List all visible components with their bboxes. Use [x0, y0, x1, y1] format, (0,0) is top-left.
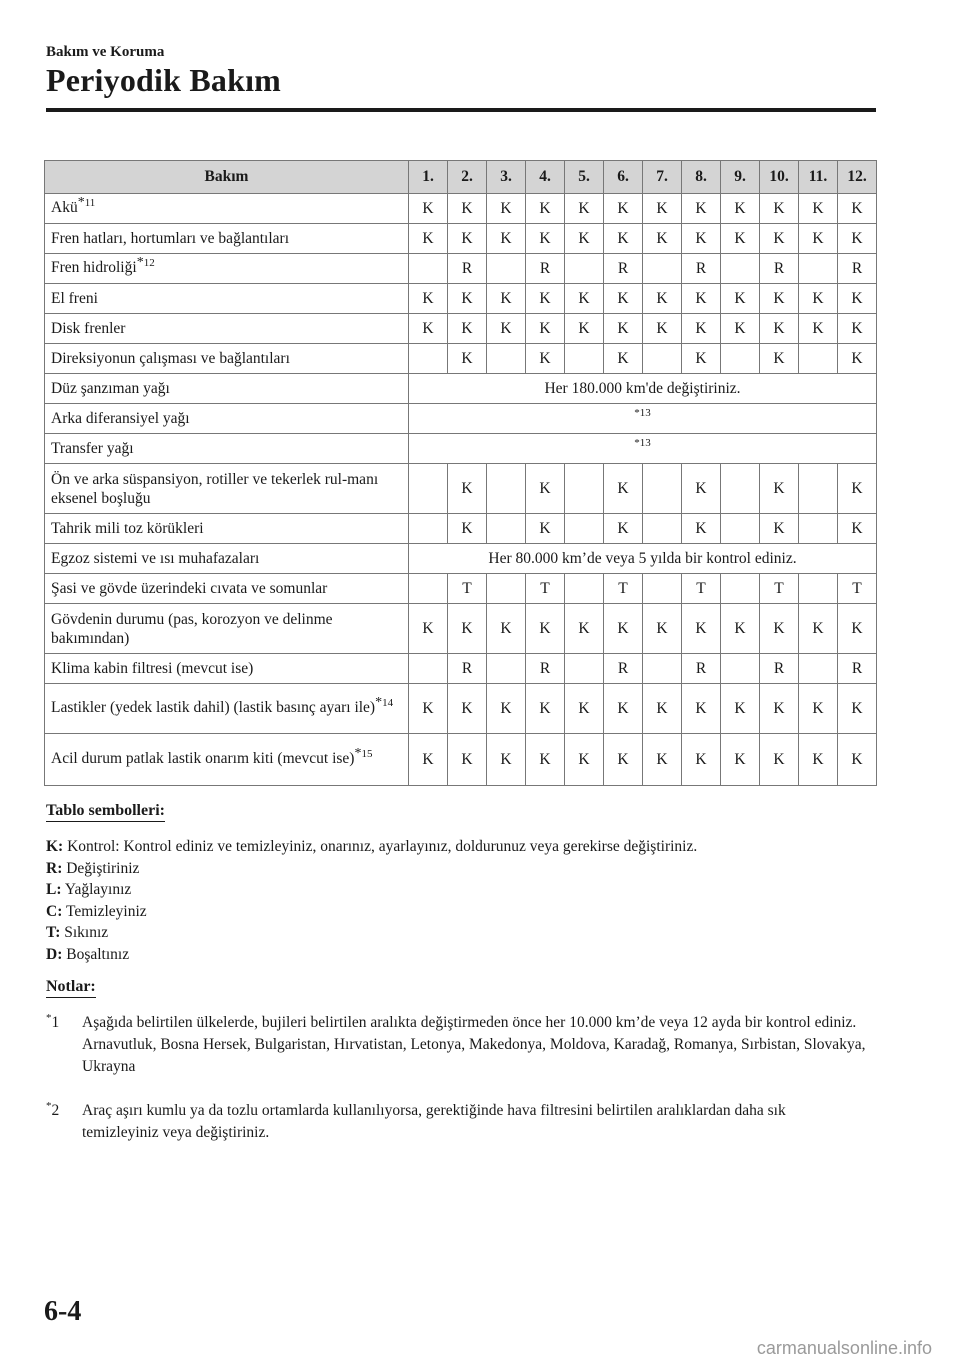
interval-value-cell	[721, 254, 760, 284]
interval-value-cell: K	[604, 194, 643, 224]
interval-value-cell: K	[838, 314, 877, 344]
interval-value-cell	[643, 254, 682, 284]
interval-value-cell: K	[682, 194, 721, 224]
interval-value-cell: K	[682, 344, 721, 374]
header-cell-interval: 10.	[760, 161, 799, 194]
interval-value-cell: K	[682, 314, 721, 344]
interval-value-cell	[643, 654, 682, 684]
legend-item	[46, 836, 697, 858]
interval-value-cell: K	[448, 464, 487, 514]
interval-value-cell: K	[526, 604, 565, 654]
interval-value-cell: K	[604, 734, 643, 786]
table-header-row	[45, 161, 877, 194]
interval-value-cell	[721, 344, 760, 374]
footnote-ref: 14	[382, 697, 394, 709]
row-item-cell	[45, 224, 409, 254]
interval-value-cell	[721, 464, 760, 514]
interval-value-cell: K	[526, 514, 565, 544]
footnote-ref: 15	[361, 748, 373, 760]
row-item-cell	[45, 434, 409, 464]
row-item-cell	[45, 684, 409, 734]
row-item-cell	[45, 544, 409, 574]
interval-value-cell: K	[838, 194, 877, 224]
interval-value-cell: K	[487, 284, 526, 314]
footnote-line: Araç aşırı kumlu ya da tozlu ortamlarda kullanılıyorsa, gerektiğinde hava filtresini belirtilen aralıklardan daha sık temizleyiniz veya değiştiriniz.	[82, 1102, 786, 1141]
interval-value-cell	[799, 514, 838, 544]
table-row	[45, 654, 877, 684]
interval-value-cell: K	[604, 224, 643, 254]
interval-value-cell	[565, 464, 604, 514]
legend-key: R:	[46, 859, 63, 877]
merged-interval-cell: *13	[409, 434, 877, 464]
interval-value-cell	[409, 344, 448, 374]
interval-value-cell: K	[604, 464, 643, 514]
interval-value-cell: K	[721, 224, 760, 254]
interval-value-cell: K	[838, 344, 877, 374]
row-item-label: Acil durum patlak lastik onarım kiti (mevcut ise)	[51, 750, 355, 767]
interval-value-cell: K	[526, 284, 565, 314]
interval-value-cell	[565, 654, 604, 684]
legend-item	[46, 901, 697, 923]
merged-interval-cell: Her 80.000 km’de veya 5 yılda bir kontrol ediniz.	[409, 544, 877, 574]
interval-value-cell: T	[682, 574, 721, 604]
interval-value-cell: K	[448, 314, 487, 344]
legend-text: Boşaltınız	[66, 945, 130, 963]
interval-value-cell: K	[682, 284, 721, 314]
interval-value-cell: R	[604, 254, 643, 284]
interval-value-cell: K	[604, 684, 643, 734]
table-row	[45, 544, 877, 574]
row-item-label: Direksiyonun çalışması ve bağlantıları	[51, 350, 290, 367]
table-row	[45, 254, 877, 284]
table-row	[45, 464, 877, 514]
interval-value-cell: K	[448, 224, 487, 254]
header-cell-interval: 12.	[838, 161, 877, 194]
row-item-cell	[45, 194, 409, 224]
interval-value-cell: K	[565, 734, 604, 786]
header-cell-bakim: Bakım	[45, 161, 409, 194]
interval-value-cell: K	[448, 684, 487, 734]
legend-key: D:	[46, 945, 63, 963]
row-item-label: Akü	[51, 199, 78, 216]
footnote-body	[82, 1012, 866, 1078]
interval-value-cell: K	[643, 194, 682, 224]
row-item-cell	[45, 254, 409, 284]
interval-value-cell: K	[409, 684, 448, 734]
interval-value-cell: K	[721, 194, 760, 224]
interval-value-cell: K	[604, 604, 643, 654]
interval-value-cell: R	[760, 654, 799, 684]
interval-value-cell: K	[799, 684, 838, 734]
legend-key: T:	[46, 924, 61, 941]
row-item-label: Transfer yağı	[51, 440, 134, 457]
interval-value-cell: K	[448, 194, 487, 224]
interval-value-cell: K	[838, 514, 877, 544]
interval-value-cell	[643, 574, 682, 604]
table-row	[45, 574, 877, 604]
interval-value-cell: R	[760, 254, 799, 284]
page-number: 6-4	[44, 1296, 82, 1327]
header-cell-interval: 9.	[721, 161, 760, 194]
interval-value-cell	[721, 514, 760, 544]
interval-value-cell: R	[526, 654, 565, 684]
interval-value-cell: K	[448, 734, 487, 786]
interval-value-cell: K	[604, 514, 643, 544]
merged-interval-cell: Her 180.000 km'de değiştiriniz.	[409, 374, 877, 404]
interval-value-cell	[565, 344, 604, 374]
row-item-label: Tahrik mili toz körükleri	[51, 520, 204, 537]
table-row	[45, 604, 877, 654]
footnote-digit: 1	[51, 1014, 60, 1031]
row-item-cell	[45, 314, 409, 344]
row-item-cell	[45, 574, 409, 604]
interval-value-cell: K	[721, 684, 760, 734]
header-cell-interval: 2.	[448, 161, 487, 194]
interval-value-cell: K	[526, 194, 565, 224]
footnote-marker	[375, 697, 393, 709]
legend-item	[46, 944, 697, 966]
interval-value-cell: K	[448, 344, 487, 374]
header-cell-interval: 7.	[643, 161, 682, 194]
interval-value-cell	[487, 344, 526, 374]
footnote-star: *	[46, 1100, 52, 1112]
interval-value-cell: K	[760, 684, 799, 734]
interval-value-cell: K	[526, 734, 565, 786]
interval-value-cell: K	[409, 604, 448, 654]
maintenance-table	[44, 160, 877, 786]
interval-value-cell: R	[838, 254, 877, 284]
page-title: Periyodik Bakım	[46, 62, 282, 98]
footnote-star: *	[77, 195, 85, 210]
interval-value-cell	[487, 574, 526, 604]
interval-value-cell: K	[526, 314, 565, 344]
interval-value-cell	[643, 464, 682, 514]
interval-value-cell: K	[409, 734, 448, 786]
interval-value-cell	[409, 574, 448, 604]
table-row	[45, 434, 877, 464]
legend-text: Değiştiriniz	[66, 859, 140, 877]
interval-value-cell: K	[487, 194, 526, 224]
interval-value-cell	[409, 254, 448, 284]
interval-value-cell	[799, 344, 838, 374]
header-cell-interval: 11.	[799, 161, 838, 194]
interval-value-cell: T	[838, 574, 877, 604]
interval-value-cell: K	[838, 284, 877, 314]
interval-value-cell: K	[838, 464, 877, 514]
interval-value-cell: K	[565, 684, 604, 734]
interval-value-cell	[487, 654, 526, 684]
row-item-cell	[45, 464, 409, 514]
interval-value-cell	[799, 574, 838, 604]
interval-value-cell: K	[487, 224, 526, 254]
interval-value-cell: K	[760, 224, 799, 254]
interval-value-cell: R	[682, 654, 721, 684]
interval-value-cell	[409, 464, 448, 514]
footnote-marker	[354, 748, 372, 760]
table-row	[45, 404, 877, 434]
interval-value-cell: K	[448, 604, 487, 654]
footnote-star: *	[46, 1012, 52, 1024]
interval-value-cell: K	[643, 734, 682, 786]
row-item-label: Lastikler (yedek lastik dahil) (lastik basınç ayarı ile)	[51, 699, 376, 716]
footnote-digit: 2	[51, 1102, 60, 1119]
interval-value-cell	[565, 514, 604, 544]
table-row	[45, 224, 877, 254]
interval-value-cell: K	[604, 344, 643, 374]
interval-value-cell: R	[526, 254, 565, 284]
interval-value-cell: K	[760, 604, 799, 654]
interval-value-cell	[487, 514, 526, 544]
row-item-label: El freni	[51, 290, 98, 307]
row-item-cell	[45, 344, 409, 374]
interval-value-cell: K	[838, 684, 877, 734]
interval-value-cell: K	[565, 194, 604, 224]
interval-value-cell: K	[487, 604, 526, 654]
interval-value-cell	[487, 254, 526, 284]
interval-value-cell: K	[565, 284, 604, 314]
row-item-cell	[45, 404, 409, 434]
header-cell-interval: 1.	[409, 161, 448, 194]
table-row	[45, 734, 877, 786]
interval-value-cell: K	[487, 734, 526, 786]
interval-value-cell	[721, 574, 760, 604]
interval-value-cell: K	[682, 224, 721, 254]
row-item-label: Ön ve arka süspansiyon, rotiller ve tekerlek rul-manı eksenel boşluğu	[51, 470, 379, 507]
interval-value-cell: R	[448, 254, 487, 284]
interval-value-cell: K	[526, 344, 565, 374]
interval-value-cell: K	[604, 314, 643, 344]
interval-value-cell: K	[838, 734, 877, 786]
row-item-cell	[45, 284, 409, 314]
interval-value-cell	[565, 254, 604, 284]
interval-value-cell: K	[448, 284, 487, 314]
legend-text: Yağlayınız	[64, 881, 132, 898]
interval-value-cell	[799, 654, 838, 684]
interval-value-cell: T	[448, 574, 487, 604]
legend-key: K:	[46, 838, 64, 855]
footnote-number	[46, 1100, 59, 1123]
legend-title: Tablo sembolleri:	[46, 802, 165, 822]
interval-value-cell: K	[799, 314, 838, 344]
interval-value-cell: K	[565, 314, 604, 344]
interval-value-cell	[799, 254, 838, 284]
legend-key: C:	[46, 902, 63, 920]
row-item-cell	[45, 654, 409, 684]
interval-value-cell	[487, 464, 526, 514]
section-label: Bakım ve Koruma	[46, 44, 165, 60]
interval-value-cell: K	[643, 684, 682, 734]
interval-value-cell: K	[643, 604, 682, 654]
interval-value-cell: K	[643, 284, 682, 314]
title-rule	[46, 108, 876, 112]
interval-value-cell: K	[526, 224, 565, 254]
footnote-line: Arnavutluk, Bosna Hersek, Bulgaristan, Hırvatistan, Letonya, Makedonya, Moldova, Karadağ, Romanya, Sırbistan, Slovakya, Ukrayna	[82, 1036, 866, 1075]
table-row	[45, 514, 877, 544]
interval-value-cell	[409, 654, 448, 684]
interval-value-cell: T	[604, 574, 643, 604]
interval-value-cell: K	[604, 284, 643, 314]
legend-item	[46, 858, 697, 880]
interval-value-cell: K	[682, 514, 721, 544]
interval-value-cell: K	[487, 684, 526, 734]
interval-value-cell: K	[409, 314, 448, 344]
interval-value-cell: T	[760, 574, 799, 604]
interval-value-cell: K	[721, 604, 760, 654]
interval-value-cell: R	[448, 654, 487, 684]
row-item-label: Fren hatları, hortumları ve bağlantıları	[51, 230, 290, 247]
interval-value-cell: K	[565, 224, 604, 254]
interval-value-cell: K	[643, 314, 682, 344]
interval-value-cell: K	[721, 284, 760, 314]
footnote-star: *	[375, 695, 383, 710]
footnote	[46, 1012, 866, 1078]
interval-value-cell: K	[643, 224, 682, 254]
interval-value-cell: K	[799, 284, 838, 314]
interval-value-cell: K	[760, 284, 799, 314]
interval-value-cell: K	[760, 734, 799, 786]
interval-value-cell: K	[682, 734, 721, 786]
interval-value-cell: K	[409, 194, 448, 224]
row-item-cell	[45, 734, 409, 786]
interval-value-cell: K	[526, 684, 565, 734]
interval-value-cell: K	[487, 314, 526, 344]
interval-value-cell: K	[760, 514, 799, 544]
interval-value-cell: K	[409, 224, 448, 254]
interval-value-cell: K	[448, 514, 487, 544]
legend-text: Temizleyiniz	[65, 902, 147, 920]
row-item-label: Egzoz sistemi ve ısı muhafazaları	[51, 550, 260, 567]
row-item-label: Disk frenler	[51, 320, 126, 337]
footnote-star: *	[354, 746, 362, 761]
interval-value-cell: K	[565, 604, 604, 654]
row-item-cell	[45, 514, 409, 544]
table-row	[45, 684, 877, 734]
interval-value-cell: K	[682, 604, 721, 654]
interval-value-cell	[721, 654, 760, 684]
footnote-marker	[78, 197, 96, 209]
table-row	[45, 314, 877, 344]
interval-value-cell: K	[799, 194, 838, 224]
header-cell-interval: 5.	[565, 161, 604, 194]
interval-value-cell: R	[604, 654, 643, 684]
legend-list	[46, 836, 697, 965]
header-cell-interval: 3.	[487, 161, 526, 194]
interval-value-cell: K	[721, 314, 760, 344]
interval-value-cell	[565, 574, 604, 604]
table-row	[45, 284, 877, 314]
interval-value-cell	[643, 344, 682, 374]
interval-value-cell: K	[526, 464, 565, 514]
row-item-cell	[45, 604, 409, 654]
row-item-label: Klima kabin filtresi (mevcut ise)	[51, 660, 254, 677]
footnote-body	[82, 1100, 866, 1144]
row-item-cell	[45, 374, 409, 404]
interval-value-cell	[799, 464, 838, 514]
interval-value-cell: K	[760, 464, 799, 514]
legend-text: Kontrol: Kontrol ediniz ve temizleyiniz, onarınız, ayarlayınız, doldurunuz veya gerekirse değiştiriniz.	[67, 838, 698, 855]
interval-value-cell: T	[526, 574, 565, 604]
interval-value-cell: K	[409, 284, 448, 314]
row-item-label: Fren hidroliği	[51, 259, 137, 276]
interval-value-cell: K	[838, 604, 877, 654]
footnote-star: *	[136, 255, 144, 270]
interval-value-cell: K	[721, 734, 760, 786]
interval-value-cell: K	[799, 604, 838, 654]
legend-item	[46, 879, 697, 901]
legend-item	[46, 922, 697, 944]
legend-text: Sıkınız	[64, 924, 109, 941]
header-cell-interval: 8.	[682, 161, 721, 194]
interval-value-cell: K	[760, 344, 799, 374]
table-row	[45, 344, 877, 374]
watermark: carmanualsonline.info	[756, 1338, 932, 1358]
interval-value-cell: K	[760, 194, 799, 224]
interval-value-cell: R	[682, 254, 721, 284]
interval-value-cell	[643, 514, 682, 544]
interval-value-cell: K	[760, 314, 799, 344]
header-cell-interval: 4.	[526, 161, 565, 194]
row-item-label: Gövdenin durumu (pas, korozyon ve delinme bakımından)	[51, 610, 333, 647]
footnote-number	[46, 1012, 59, 1035]
interval-value-cell: K	[799, 224, 838, 254]
footnote-line: Aşağıda belirtilen ülkelerde, bujileri belirtilen aralıkta değiştirmeden önce her 10.000 km’de veya 12 ayda bir kontrol ediniz.	[82, 1014, 857, 1031]
row-item-label: Şasi ve gövde üzerindeki cıvata ve somunlar	[51, 580, 328, 597]
footnote-ref: 11	[84, 197, 96, 209]
row-item-label: Arka diferansiyel yağı	[51, 410, 190, 427]
footnote	[46, 1100, 866, 1144]
interval-value-cell	[409, 514, 448, 544]
table-row	[45, 194, 877, 224]
footnote-ref: 12	[143, 257, 155, 269]
interval-value-cell: K	[682, 464, 721, 514]
legend-key: L:	[46, 881, 62, 898]
interval-value-cell: R	[838, 654, 877, 684]
header-cell-interval: 6.	[604, 161, 643, 194]
interval-value-cell: K	[799, 734, 838, 786]
notes-title: Notlar:	[46, 978, 96, 998]
interval-value-cell: K	[682, 684, 721, 734]
interval-value-cell: K	[838, 224, 877, 254]
footnote-marker	[137, 257, 155, 269]
merged-interval-cell: *13	[409, 404, 877, 434]
table-row	[45, 374, 877, 404]
row-item-label: Düz şanzıman yağı	[51, 380, 170, 397]
